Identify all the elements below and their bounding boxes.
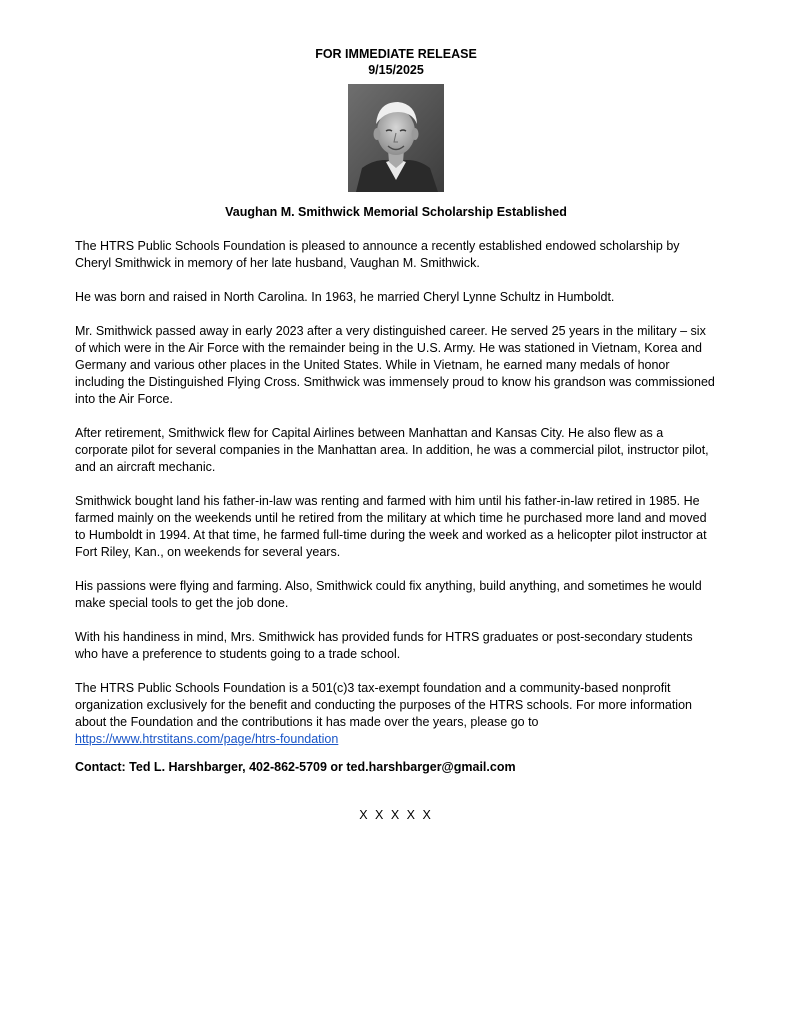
foundation-link[interactable]: https://www.htrstitans.com/page/htrs-foundation	[75, 732, 339, 746]
portrait-photo	[348, 84, 444, 192]
paragraph-career: Mr. Smithwick passed away in early 2023 after a very distinguished career. He served 25 years in the military – six of which were in the Air Force with the remainder being in the U.S. Army. He was stationed in Vietnam, Korea and Germany and various other places in the United States. While in Vietnam, he earned many medals of honor including the Distinguished Flying Cross. Smithwick was immensely proud to know his grandson was commissioned into the Air Force.	[75, 324, 715, 406]
contact-line: Contact: Ted L. Harshbarger, 402-862-5709 or ted.harshbarger@gmail.com	[75, 760, 516, 774]
paragraph-farming: Smithwick bought land his father-in-law was renting and farmed with him until his father-in-law retired in 1985. He farmed mainly on the weekends until he retired from the military at which time he purchased more land and moved to Humboldt in 1994. At that time, he farmed full-time during the week and worked as a helicopter pilot instructor at Fort Riley, Kan., on weekends for several years.	[75, 494, 707, 559]
end-mark: X X X X X	[359, 808, 433, 822]
release-label: FOR IMMEDIATE RELEASE	[315, 47, 477, 61]
paragraph-retirement: After retirement, Smithwick flew for Capital Airlines between Manhattan and Kansas City. He also flew as a corporate pilot for several companies in the Manhattan area. In addition, he was a commercial pilot, instructor pilot, and an aircraft mechanic.	[75, 426, 709, 474]
foundation-link-line	[75, 731, 717, 748]
paragraph-birth: He was born and raised in North Carolina. In 1963, he married Cheryl Lynne Schultz in Humboldt.	[75, 290, 615, 304]
press-release-page	[75, 46, 717, 822]
headline: Vaughan M. Smithwick Memorial Scholarship Established	[225, 205, 567, 219]
paragraph-foundation: The HTRS Public Schools Foundation is a 501(c)3 tax-exempt foundation and a community-based nonprofit organization exclusively for the benefit and conducting the purposes of the HTRS schools. For more information about the Foundation and the contributions it has made over the years, please go to	[75, 681, 692, 729]
portrait-container	[75, 84, 717, 192]
paragraph-funds: With his handiness in mind, Mrs. Smithwick has provided funds for HTRS graduates or post-secondary students who have a preference to students going to a trade school.	[75, 630, 693, 661]
paragraph-announcement: The HTRS Public Schools Foundation is pleased to announce a recently established endowed scholarship by Cheryl Smithwick in memory of her late husband, Vaughan M. Smithwick.	[75, 239, 680, 270]
release-date: 9/15/2025	[368, 63, 424, 77]
foundation-info-block	[75, 680, 717, 748]
paragraph-passions: His passions were flying and farming. Also, Smithwick could fix anything, build anything, and sometimes he would make special tools to get the job done.	[75, 579, 702, 610]
